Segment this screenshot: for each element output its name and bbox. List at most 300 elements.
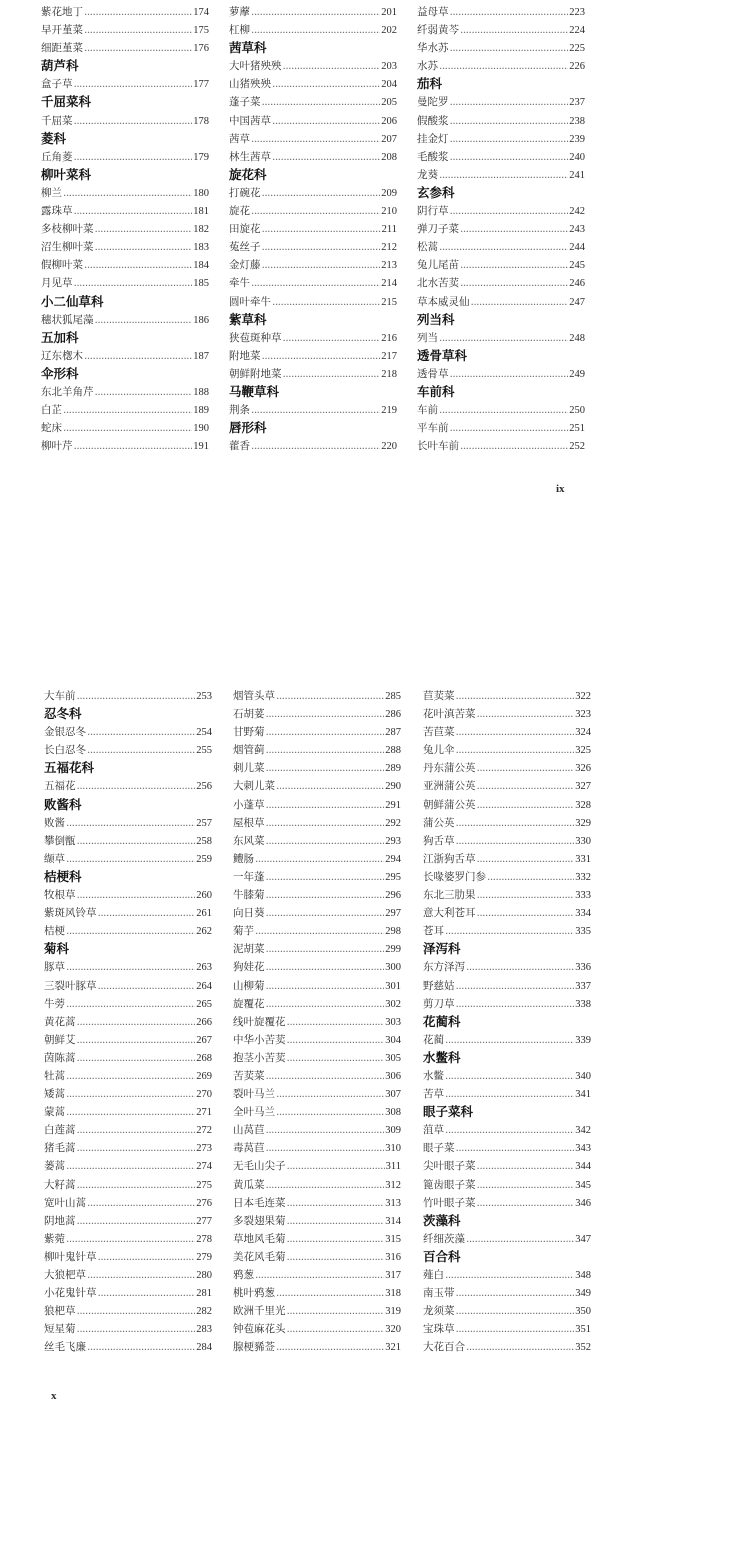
species-name: 抱茎小苦荬 bbox=[233, 1051, 286, 1064]
index-entry bbox=[41, 311, 209, 329]
page-ref: 327 bbox=[575, 781, 591, 793]
page-ref: 219 bbox=[381, 405, 397, 417]
species-name: 矮蒿 bbox=[44, 1088, 65, 1101]
index-entry bbox=[44, 922, 212, 940]
page-ref: 188 bbox=[193, 386, 209, 398]
page-ref: 301 bbox=[385, 980, 401, 992]
index-entry bbox=[423, 922, 591, 940]
page-ref: 296 bbox=[385, 890, 401, 902]
species-name: 水鳖 bbox=[423, 1069, 444, 1082]
species-name: 裂叶马兰 bbox=[233, 1088, 275, 1101]
family-heading: 葫芦科 bbox=[41, 58, 79, 74]
index-entry bbox=[423, 1176, 591, 1194]
page-ref: 258 bbox=[196, 835, 212, 847]
index-entry bbox=[229, 220, 397, 238]
dot-leader bbox=[66, 995, 195, 1013]
page-ref: 313 bbox=[385, 1197, 401, 1209]
species-name: 苦荬菜 bbox=[233, 1069, 265, 1082]
index-entry bbox=[44, 1338, 212, 1356]
family-heading: 水鳖科 bbox=[423, 1049, 461, 1065]
dot-leader bbox=[77, 1139, 196, 1157]
species-name: 东方泽泻 bbox=[423, 961, 465, 974]
index-entry bbox=[44, 886, 212, 904]
dot-leader bbox=[456, 832, 575, 850]
species-name: 朝鲜附地菜 bbox=[229, 367, 282, 380]
species-name: 东北三肋果 bbox=[423, 889, 476, 902]
index-entry bbox=[41, 39, 209, 57]
page-ref: 246 bbox=[569, 278, 585, 290]
species-name: 眼子菜 bbox=[423, 1142, 455, 1155]
page-ref: 203 bbox=[381, 61, 397, 73]
page-ref: 277 bbox=[196, 1215, 212, 1227]
dot-leader bbox=[266, 759, 385, 777]
index-entry bbox=[423, 1194, 591, 1212]
species-name: 狗舌草 bbox=[423, 834, 455, 847]
page-ref: 175 bbox=[193, 25, 209, 37]
page-ref: 237 bbox=[569, 97, 585, 109]
species-name: 薤白 bbox=[423, 1269, 444, 1281]
index-entry bbox=[233, 1121, 401, 1139]
species-name: 萝藦 bbox=[229, 6, 250, 18]
species-name: 牧根草 bbox=[44, 889, 76, 902]
dot-leader bbox=[74, 202, 193, 220]
species-name: 柳叶芹 bbox=[41, 440, 73, 453]
index-entry bbox=[423, 1031, 591, 1049]
species-name: 意大利苍耳 bbox=[423, 907, 476, 920]
dot-leader bbox=[95, 311, 193, 329]
species-name: 辽东楤木 bbox=[41, 349, 83, 362]
page-ref: 329 bbox=[575, 817, 591, 829]
page-ref: 248 bbox=[569, 332, 585, 344]
species-name: 茵陈蒿 bbox=[44, 1051, 76, 1064]
index-entry bbox=[229, 112, 397, 130]
family-heading: 透骨草科 bbox=[417, 347, 468, 363]
index-entry bbox=[417, 220, 585, 238]
page-ref: 270 bbox=[196, 1089, 212, 1101]
index-entry bbox=[44, 904, 212, 922]
species-name: 白芷 bbox=[41, 404, 62, 417]
page-ref: 322 bbox=[575, 691, 591, 702]
index-entry bbox=[44, 687, 212, 705]
index-entry bbox=[233, 995, 401, 1013]
page-ref: 284 bbox=[196, 1342, 212, 1354]
species-name: 豚草 bbox=[44, 961, 65, 974]
index-entry bbox=[44, 850, 212, 868]
dot-leader bbox=[477, 886, 575, 904]
dot-leader bbox=[272, 112, 380, 130]
page-ref: 310 bbox=[385, 1143, 401, 1155]
dot-leader bbox=[63, 184, 192, 202]
index-entry bbox=[44, 723, 212, 741]
species-name: 藿香 bbox=[229, 440, 250, 453]
page-ref: 274 bbox=[196, 1161, 212, 1173]
species-name: 中华小苦荬 bbox=[233, 1033, 286, 1046]
index-entry bbox=[44, 1139, 212, 1157]
dot-leader bbox=[74, 437, 193, 455]
page-ref: 174 bbox=[193, 7, 209, 18]
dot-leader bbox=[460, 437, 568, 455]
species-name: 三裂叶豚草 bbox=[44, 979, 97, 992]
index-entry bbox=[233, 1248, 401, 1266]
species-name: 大花百合 bbox=[423, 1341, 465, 1354]
dot-leader bbox=[287, 1302, 385, 1320]
page-ref: 297 bbox=[385, 908, 401, 920]
dot-leader bbox=[477, 705, 575, 723]
index-entry bbox=[233, 1230, 401, 1248]
page-ref: 241 bbox=[569, 169, 585, 181]
dot-leader bbox=[466, 958, 574, 976]
page-ref: 204 bbox=[381, 79, 397, 91]
family-heading: 旋花科 bbox=[229, 166, 267, 182]
index-entry bbox=[44, 1157, 212, 1175]
index-entry bbox=[233, 1049, 401, 1067]
page-ref: 245 bbox=[569, 260, 585, 272]
index-entry bbox=[229, 57, 397, 75]
species-name: 牡蒿 bbox=[44, 1069, 65, 1082]
page-ref: 341 bbox=[575, 1089, 591, 1101]
species-name: 假酸浆 bbox=[417, 114, 449, 127]
page-ref: 269 bbox=[196, 1070, 212, 1082]
page-ref: 211 bbox=[381, 224, 397, 236]
species-name: 丹东蒲公英 bbox=[423, 762, 476, 775]
page-ref: 253 bbox=[196, 691, 212, 702]
page-ref: 278 bbox=[196, 1233, 212, 1245]
dot-leader bbox=[272, 293, 380, 311]
species-name: 向日葵 bbox=[233, 907, 265, 920]
dot-leader bbox=[283, 57, 381, 75]
species-name: 柳叶鬼针草 bbox=[44, 1250, 97, 1263]
index-entry bbox=[233, 1284, 401, 1302]
index-entry bbox=[417, 419, 585, 437]
page-ref: 337 bbox=[575, 980, 591, 992]
index-entry bbox=[417, 401, 585, 419]
dot-leader bbox=[77, 687, 196, 705]
species-name: 长叶车前 bbox=[417, 440, 459, 453]
index-entry bbox=[417, 57, 585, 75]
dot-leader bbox=[74, 75, 193, 93]
index-entry bbox=[417, 437, 585, 455]
dot-leader bbox=[66, 850, 195, 868]
page-ref: 249 bbox=[569, 368, 585, 380]
index-column-1 bbox=[41, 3, 209, 455]
dot-leader bbox=[74, 148, 193, 166]
species-name: 朝鲜蒲公英 bbox=[423, 798, 476, 811]
page-ref: 252 bbox=[569, 441, 585, 453]
index-entry bbox=[423, 832, 591, 850]
dot-leader bbox=[456, 687, 575, 705]
dot-leader bbox=[477, 850, 575, 868]
family-heading: 花蔺科 bbox=[423, 1013, 461, 1029]
dot-leader bbox=[66, 814, 195, 832]
species-name: 烟管头草 bbox=[233, 690, 275, 702]
page-ref: 207 bbox=[381, 133, 397, 145]
page-ref: 292 bbox=[385, 817, 401, 829]
species-name: 兔儿伞 bbox=[423, 744, 455, 757]
dot-leader bbox=[266, 1067, 385, 1085]
species-name: 中国茜草 bbox=[229, 114, 271, 127]
dot-leader bbox=[266, 1121, 385, 1139]
species-name: 钟苞麻花头 bbox=[233, 1323, 286, 1336]
dot-leader bbox=[477, 1176, 575, 1194]
page-ref: 314 bbox=[385, 1215, 401, 1227]
species-name: 弹刀子菜 bbox=[417, 223, 459, 236]
page-ref: 340 bbox=[575, 1070, 591, 1082]
page-ref: 350 bbox=[575, 1306, 591, 1318]
species-name: 茜草 bbox=[229, 132, 250, 145]
index-column-2 bbox=[229, 3, 397, 455]
dot-leader bbox=[84, 347, 192, 365]
dot-leader bbox=[266, 1139, 385, 1157]
page-number: x bbox=[51, 1390, 57, 1402]
species-name: 早开堇菜 bbox=[41, 24, 83, 37]
dot-leader bbox=[287, 1049, 385, 1067]
dot-leader bbox=[456, 1139, 575, 1157]
page-ref: 224 bbox=[569, 25, 585, 37]
page-ref: 213 bbox=[381, 260, 397, 272]
index-entry bbox=[233, 687, 401, 705]
page-ref: 271 bbox=[196, 1107, 212, 1119]
dot-leader bbox=[84, 21, 192, 39]
dot-leader bbox=[471, 293, 569, 311]
index-entry bbox=[417, 329, 585, 347]
species-name: 多裂翅果菊 bbox=[233, 1214, 286, 1227]
species-name: 石胡荽 bbox=[233, 708, 265, 721]
index-entry bbox=[233, 1302, 401, 1320]
page-ref: 251 bbox=[569, 423, 585, 435]
species-name: 山莴苣 bbox=[233, 1124, 265, 1137]
species-name: 紫斑风铃草 bbox=[44, 907, 97, 920]
index-entry bbox=[233, 904, 401, 922]
index-entry bbox=[44, 832, 212, 850]
page-ref: 250 bbox=[569, 405, 585, 417]
species-name: 穗状狐尾藻 bbox=[41, 313, 94, 326]
page-ref: 265 bbox=[196, 998, 212, 1010]
index-entry bbox=[233, 1320, 401, 1338]
species-name: 松蒿 bbox=[417, 241, 438, 254]
dot-leader bbox=[272, 75, 380, 93]
dot-leader bbox=[77, 832, 196, 850]
species-name: 草本威灵仙 bbox=[417, 295, 470, 308]
index-entry bbox=[44, 1013, 212, 1031]
index-entry bbox=[417, 112, 585, 130]
dot-leader bbox=[77, 777, 196, 795]
species-name: 江浙狗舌草 bbox=[423, 852, 476, 865]
index-entry bbox=[41, 75, 209, 93]
page-ref: 266 bbox=[196, 1016, 212, 1028]
page-ref: 183 bbox=[193, 242, 209, 254]
page-ref: 179 bbox=[193, 151, 209, 163]
index-entry bbox=[423, 741, 591, 759]
page-ref: 210 bbox=[381, 206, 397, 218]
index-entry bbox=[44, 1103, 212, 1121]
dot-leader bbox=[450, 3, 569, 21]
page-ref: 180 bbox=[193, 187, 209, 199]
index-entry bbox=[44, 1085, 212, 1103]
dot-leader bbox=[251, 3, 380, 21]
species-name: 挂金灯 bbox=[417, 132, 449, 145]
family-heading: 紫草科 bbox=[229, 311, 267, 327]
species-name: 山柳菊 bbox=[233, 979, 265, 992]
dot-leader bbox=[266, 904, 385, 922]
index-entry bbox=[423, 705, 591, 723]
page-ref: 257 bbox=[196, 817, 212, 829]
dot-leader bbox=[456, 1284, 575, 1302]
page-ref: 275 bbox=[196, 1179, 212, 1191]
species-name: 黄花蒿 bbox=[44, 1015, 76, 1028]
dot-leader bbox=[66, 922, 195, 940]
index-entry bbox=[417, 3, 585, 21]
dot-leader bbox=[74, 274, 193, 292]
page-ref: 317 bbox=[385, 1270, 401, 1281]
species-name: 露珠草 bbox=[41, 205, 73, 218]
index-entry bbox=[229, 329, 397, 347]
page-ref: 290 bbox=[385, 781, 401, 793]
dot-leader bbox=[266, 832, 385, 850]
dot-leader bbox=[66, 958, 195, 976]
page-ref: 325 bbox=[575, 745, 591, 757]
page-ref: 209 bbox=[381, 187, 397, 199]
index-entry bbox=[44, 777, 212, 795]
page-ref: 336 bbox=[575, 962, 591, 974]
species-name: 平车前 bbox=[417, 422, 449, 435]
index-entry bbox=[233, 723, 401, 741]
index-entry bbox=[44, 1049, 212, 1067]
page-ref: 186 bbox=[193, 314, 209, 326]
species-name: 紫花地丁 bbox=[41, 6, 83, 18]
page-ref: 333 bbox=[575, 890, 591, 902]
page-ref: 212 bbox=[381, 242, 397, 254]
dot-leader bbox=[251, 274, 380, 292]
species-name: 旋花 bbox=[229, 205, 250, 218]
dot-leader bbox=[251, 401, 380, 419]
index-entry bbox=[233, 832, 401, 850]
dot-leader bbox=[77, 1212, 196, 1230]
page-ref: 216 bbox=[381, 332, 397, 344]
index-entry bbox=[44, 1194, 212, 1212]
dot-leader bbox=[445, 1266, 574, 1284]
index-entry bbox=[423, 777, 591, 795]
page-ref: 247 bbox=[569, 296, 585, 308]
index-entry bbox=[41, 220, 209, 238]
species-name: 荆条 bbox=[229, 404, 250, 417]
index-entry bbox=[417, 130, 585, 148]
dot-leader bbox=[456, 741, 575, 759]
dot-leader bbox=[439, 57, 568, 75]
page-ref: 308 bbox=[385, 1107, 401, 1119]
dot-leader bbox=[98, 1284, 196, 1302]
page-ref: 276 bbox=[196, 1197, 212, 1209]
dot-leader bbox=[87, 1194, 195, 1212]
page-ref: 305 bbox=[385, 1052, 401, 1064]
dot-leader bbox=[276, 687, 384, 705]
page-ref: 344 bbox=[575, 1161, 591, 1173]
species-name: 鳢肠 bbox=[233, 852, 254, 865]
page-ref: 178 bbox=[193, 115, 209, 127]
page-ref: 191 bbox=[193, 441, 209, 453]
species-name: 竹叶眼子菜 bbox=[423, 1196, 476, 1209]
index-entry bbox=[423, 1139, 591, 1157]
index-entry bbox=[233, 1139, 401, 1157]
species-name: 旋覆花 bbox=[233, 997, 265, 1010]
dot-leader bbox=[266, 814, 385, 832]
page-ref: 291 bbox=[385, 799, 401, 811]
dot-leader bbox=[466, 1338, 574, 1356]
page-ref: 260 bbox=[196, 890, 212, 902]
species-name: 沼生柳叶菜 bbox=[41, 241, 94, 254]
page-ref: 238 bbox=[569, 115, 585, 127]
species-name: 欧洲千里光 bbox=[233, 1305, 286, 1318]
index-entry bbox=[233, 958, 401, 976]
page-ref: 255 bbox=[196, 745, 212, 757]
page-ref: 321 bbox=[385, 1342, 401, 1354]
index-entry bbox=[233, 868, 401, 886]
index-entry bbox=[233, 814, 401, 832]
species-name: 月见草 bbox=[41, 277, 73, 290]
species-name: 大叶猪殃殃 bbox=[229, 60, 282, 73]
index-entry bbox=[417, 166, 585, 184]
dot-leader bbox=[445, 1067, 574, 1085]
species-name: 紫菀 bbox=[44, 1232, 65, 1245]
species-name: 杠柳 bbox=[229, 24, 250, 37]
species-name: 细距堇菜 bbox=[41, 42, 83, 55]
index-entry bbox=[233, 1031, 401, 1049]
page-ref: 225 bbox=[569, 43, 585, 55]
species-name: 尖叶眼子菜 bbox=[423, 1160, 476, 1173]
index-entry bbox=[229, 274, 397, 292]
dot-leader bbox=[487, 868, 574, 886]
index-entry bbox=[233, 1176, 401, 1194]
dot-leader bbox=[95, 238, 193, 256]
index-entry bbox=[229, 293, 397, 311]
species-name: 曼陀罗 bbox=[417, 96, 449, 109]
page-ref: 302 bbox=[385, 998, 401, 1010]
index-entry bbox=[41, 256, 209, 274]
dot-leader bbox=[66, 1085, 195, 1103]
page-ref: 280 bbox=[196, 1270, 212, 1281]
index-entry bbox=[229, 202, 397, 220]
species-name: 大刺儿菜 bbox=[233, 780, 275, 793]
index-entry bbox=[423, 977, 591, 995]
index-entry bbox=[229, 75, 397, 93]
index-entry bbox=[233, 1338, 401, 1356]
dot-leader bbox=[477, 904, 575, 922]
dot-leader bbox=[450, 419, 569, 437]
page-ref: 334 bbox=[575, 908, 591, 920]
index-entry bbox=[41, 437, 209, 455]
index-entry bbox=[417, 365, 585, 383]
dot-leader bbox=[77, 1176, 196, 1194]
page-ref: 261 bbox=[196, 908, 212, 920]
dot-leader bbox=[456, 1302, 575, 1320]
page-ref: 286 bbox=[385, 709, 401, 721]
page-ref: 263 bbox=[196, 962, 212, 974]
dot-leader bbox=[262, 220, 381, 238]
index-entry bbox=[233, 850, 401, 868]
dot-leader bbox=[266, 995, 385, 1013]
dot-leader bbox=[460, 274, 568, 292]
page-ref: 256 bbox=[196, 781, 212, 793]
index-entry bbox=[41, 238, 209, 256]
index-entry bbox=[423, 759, 591, 777]
species-name: 剪刀草 bbox=[423, 997, 455, 1010]
page-ref: 184 bbox=[193, 260, 209, 272]
dot-leader bbox=[477, 796, 575, 814]
index-entry bbox=[417, 274, 585, 292]
dot-leader bbox=[477, 1194, 575, 1212]
page-ref: 324 bbox=[575, 727, 591, 739]
dot-leader bbox=[276, 1338, 384, 1356]
species-name: 苣荬菜 bbox=[423, 690, 455, 702]
